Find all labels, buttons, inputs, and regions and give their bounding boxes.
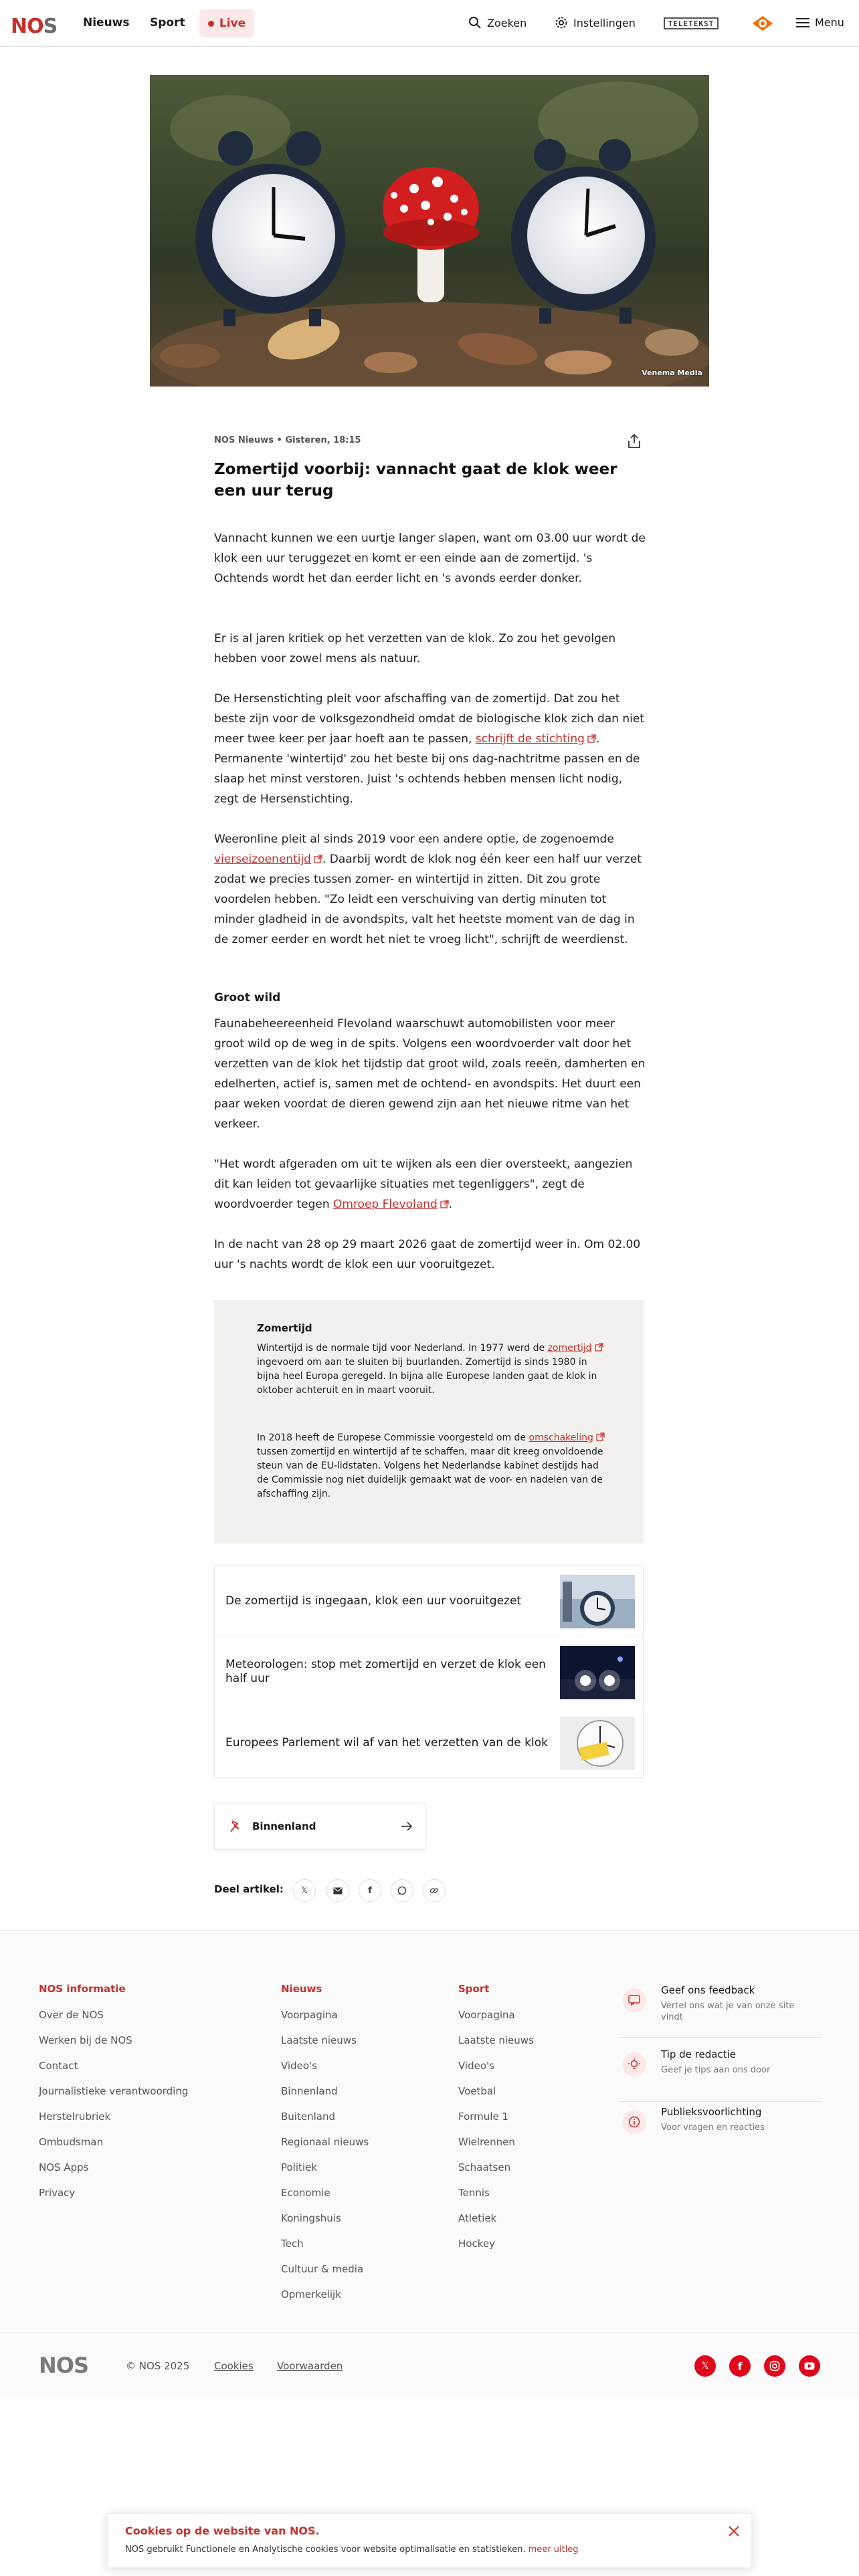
box-text: tussen zomertijd en wintertijd af te schaffen, maar dit kreeg onvoldoende steun van de EU-lidstaten. Volgens het Nederlandse kabinet destijds had de Commissie nog niet duidelijk gemaakt wat de voor- en nadelen van de afschaffing zijn.: [257, 1446, 603, 1499]
footer-col-title: NOS informatie: [39, 1983, 126, 1995]
nav-nieuws[interactable]: Nieuws: [83, 16, 130, 29]
feedback-title: Geef ons feedback: [661, 1984, 755, 1996]
box-text: In 2018 heeft de Europese Commissie voorgesteld om de: [257, 1432, 527, 1443]
menu-button[interactable]: [796, 16, 844, 29]
clocks-mushroom-illustration: [150, 75, 709, 387]
close-icon[interactable]: [726, 2523, 742, 2539]
instagram-icon: [769, 2361, 780, 2371]
live-label: Live: [219, 17, 246, 30]
npo-logo-icon[interactable]: [750, 13, 775, 33]
link-vierseizoenentijd[interactable]: [214, 853, 322, 866]
external-link-icon: [314, 855, 322, 863]
paragraph-text: .: [448, 1198, 453, 1211]
tag-label: Binnenland: [252, 1820, 316, 1832]
footer-link[interactable]: Herstelrubriek: [39, 2111, 111, 2123]
link-text: zomertijd: [547, 1343, 592, 1354]
tip-sub: Geef je tips aan ons door: [661, 2065, 771, 2075]
voorwaarden-link[interactable]: Voorwaarden: [277, 2360, 343, 2372]
external-link-icon: [596, 1432, 605, 1441]
footer-link[interactable]: Privacy: [39, 2187, 76, 2199]
facebook-icon: f: [368, 1885, 372, 1896]
article-paragraph: In de nacht van 28 op 29 maart 2026 gaat de zomertijd weer in. Om 02.00 uur 's nachts wordt de klok een uur vooruitgezet.: [214, 1238, 641, 1271]
related-articles: [214, 1565, 644, 1778]
footer-link[interactable]: Schaatsen: [458, 2161, 511, 2173]
footer-link[interactable]: Koningshuis: [281, 2212, 341, 2224]
footer-link[interactable]: Politiek: [281, 2161, 317, 2173]
article-paragraph: Er is al jaren kritiek op het verzetten van de klok. Zo zou het gevolgen hebben voor zowel mens als natuur.: [214, 632, 616, 665]
youtube-icon: [804, 2362, 815, 2370]
footer-link[interactable]: Buitenland: [281, 2111, 335, 2123]
footer-link[interactable]: Atletiek: [458, 2212, 497, 2224]
cookie-body: NOS gebruikt Functionele en Analytische cookies voor website optimalisatie en statistieken.: [125, 2545, 526, 2555]
settings-label: Instellingen: [573, 16, 636, 29]
related-article-title: De zomertijd is ingegaan, klok een uur vooruitgezet: [225, 1594, 522, 1608]
footer-link[interactable]: Tennis: [458, 2187, 490, 2199]
footer-link[interactable]: Formule 1: [458, 2111, 508, 2123]
pin-icon: [228, 1820, 242, 1833]
link-zomertijd[interactable]: [548, 1343, 603, 1354]
menu-label: Menu: [815, 16, 844, 29]
paragraph-text: Weeronline pleit al sinds 2019 voor een andere optie, de zogenoemde: [214, 833, 614, 846]
x-icon: 𝕏: [701, 2361, 709, 2371]
external-link-icon: [440, 1200, 449, 1208]
article-meta: NOS Nieuws • Gisteren, 18:15: [214, 435, 361, 445]
link-text: Omroep Flevoland: [333, 1198, 438, 1211]
feedback-sub: Vertel ons wat je van onze site vindt: [661, 2001, 795, 2022]
hamburger-icon: [796, 17, 809, 28]
share-link-button[interactable]: [423, 1879, 446, 1902]
share-x-button[interactable]: [293, 1879, 316, 1902]
footer-logo[interactable]: NOS: [39, 2353, 89, 2378]
footer-link[interactable]: Werken bij de NOS: [39, 2034, 132, 2046]
article-paragraph: [214, 1154, 646, 1214]
related-thumbnail: [560, 1575, 635, 1628]
related-article[interactable]: [215, 1566, 643, 1636]
nos-logo[interactable]: [11, 15, 57, 38]
paragraph-text: De Hersenstichting pleit voor afschaffing van de zomertijd. Dat zou het beste zijn voor de volksgezondheid omdat de biologische klok zich dan niet meer twee keer per jaar hoeft aan te passen,: [214, 692, 644, 746]
related-article-title: Europees Parlement wil af van het verzetten van de klok: [225, 1735, 548, 1749]
article-paragraph: [214, 829, 646, 950]
share-email-button[interactable]: [326, 1879, 349, 1902]
footer-link[interactable]: Binnenland: [281, 2085, 338, 2097]
link-omschakeling[interactable]: [529, 1432, 605, 1443]
info-title: Publieksvoorlichting: [661, 2106, 762, 2118]
hero-image: [150, 75, 709, 387]
cookies-link[interactable]: Cookies: [214, 2360, 254, 2372]
footer-link[interactable]: Wielrennen: [458, 2136, 515, 2148]
related-article-title: Meteorologen: stop met zomertijd en verzet de klok een half uur: [225, 1658, 546, 1685]
search-label: Zoeken: [487, 16, 527, 29]
facebook-icon: f: [737, 2359, 743, 2373]
footer-instagram-button[interactable]: [764, 2355, 785, 2377]
footer-link[interactable]: Ombudsman: [39, 2136, 104, 2148]
feedback-link[interactable]: [618, 1981, 822, 2038]
box-text: Wintertijd is de normale tijd voor Nederland. In 1977 werd de: [257, 1343, 545, 1354]
search-button[interactable]: [468, 16, 527, 29]
footer-link[interactable]: NOS Apps: [39, 2161, 89, 2173]
footer-link[interactable]: Voorpagina: [281, 2009, 338, 2021]
info-box-text: [257, 1341, 605, 1398]
footer-link[interactable]: Tech: [281, 2238, 304, 2250]
external-link-icon: [587, 734, 596, 743]
whatsapp-icon: [397, 1886, 407, 1895]
footer-link[interactable]: Regionaal nieuws: [281, 2136, 369, 2148]
x-icon: 𝕏: [300, 1885, 308, 1896]
info-box-text: [257, 1431, 605, 1501]
related-thumbnail: [560, 1646, 635, 1699]
cookie-more-link[interactable]: meer uitleg: [528, 2545, 579, 2555]
link-text: omschakeling: [529, 1432, 593, 1443]
footer-link[interactable]: Video's: [281, 2060, 317, 2072]
footer-link[interactable]: Opmerkelijk: [281, 2288, 341, 2300]
share-label: Deel artikel:: [214, 1883, 284, 1895]
tip-link[interactable]: [618, 2046, 822, 2102]
nav-sport[interactable]: Sport: [150, 16, 185, 29]
logo-text: NO: [11, 15, 43, 38]
related-article[interactable]: [215, 1636, 643, 1707]
footer-link[interactable]: Voorpagina: [458, 2009, 515, 2021]
footer-link[interactable]: Contact: [39, 2060, 78, 2072]
external-link-icon: [595, 1343, 603, 1352]
cookie-text: [125, 2545, 579, 2555]
footer-link[interactable]: Voetbal: [458, 2085, 496, 2097]
link-text: vierseizoenentijd: [214, 853, 311, 866]
live-dot-icon: [208, 21, 214, 27]
footer-col-title: Sport: [458, 1983, 490, 1995]
cookie-title: Cookies op de website van NOS.: [125, 2525, 320, 2537]
site-header: [0, 0, 859, 47]
cookie-banner: [107, 2513, 752, 2568]
tip-title: Tip de redactie: [661, 2048, 736, 2060]
mail-icon: [333, 1887, 343, 1895]
footer-link[interactable]: Laatste nieuws: [281, 2034, 357, 2046]
live-button[interactable]: [199, 9, 254, 37]
paragraph-text: "Het wordt afgeraden om uit te wijken als een dier oversteekt, aangezien dit kan leiden tot gevaarlijke situaties met tegenliggers", zegt de woordvoerder tegen: [214, 1158, 633, 1211]
box-text: ingevoerd om aan te sluiten bij buurlanden. Zomertijd is sinds 1980 in bijna heel Europa geregeld. In bijna alle Europese landen gaat de klok in oktober achteruit en in maart vooruit.: [257, 1357, 597, 1396]
teletekst-link[interactable]: TELETEKST: [664, 17, 719, 29]
footer-link[interactable]: Hockey: [458, 2238, 495, 2250]
paragraph-text: . Permanente 'wintertijd' zou het beste bij ons dag-nachtritme passen en de slaap het minst verstoren. Juist 's ochtends hebben mensen licht nodig, zegt de Hersenstichting.: [214, 732, 640, 806]
gear-icon: [555, 16, 568, 29]
share-facebook-button[interactable]: [359, 1879, 381, 1902]
copyright: © NOS 2025: [126, 2360, 190, 2372]
footer-link[interactable]: Cultuur & media: [281, 2263, 364, 2275]
chat-icon: [622, 1988, 646, 2012]
info-sub: Voor vragen en reacties: [661, 2123, 765, 2133]
article-title: Zomertijd voorbij: vannacht gaat de klok weer een uur terug: [214, 461, 617, 500]
info-box-title: Zomertijd: [257, 1322, 312, 1334]
link-hersenstichting[interactable]: [476, 732, 596, 746]
link-omroep-flevoland[interactable]: [333, 1198, 449, 1211]
settings-button[interactable]: [555, 16, 636, 29]
footer-facebook-button[interactable]: [729, 2355, 751, 2377]
info-icon: [622, 2110, 646, 2134]
related-article[interactable]: [215, 1707, 643, 1778]
footer-link[interactable]: Laatste nieuws: [458, 2034, 534, 2046]
footer-link[interactable]: Economie: [281, 2187, 330, 2199]
related-thumbnail: [560, 1717, 635, 1770]
footer-youtube-button[interactable]: [799, 2355, 820, 2377]
article-paragraph: Vannacht kunnen we een uurtje langer slapen, want om 03.00 uur wordt de klok een uur teruggezet en komt er een einde aan de zomertijd. 's Ochtends wordt het dan eerder licht en 's avonds eerder donker.: [214, 532, 646, 585]
search-icon: [468, 16, 482, 29]
info-box: [214, 1300, 644, 1543]
logo-text-s: S: [43, 15, 58, 38]
image-credit: Venema Media: [642, 368, 702, 377]
arrow-right-icon: [401, 1822, 413, 1831]
share-whatsapp-button[interactable]: [391, 1879, 413, 1902]
article-paragraph: [214, 689, 646, 809]
section-heading: Groot wild: [214, 991, 281, 1004]
footer-x-button[interactable]: [694, 2355, 716, 2377]
paragraph-text: . Daarbij wordt de klok nog één keer een half uur verzet zodat we precies tussen zomer- en wintertijd in zitten. Dit zou grote voordelen hebben. "Zo leidt een verschuiving van dertig minuten tot minder gladheid in de avondspits, valt het heetste moment van de dag in de zomer eerder en wordt het niet te vroeg licht", schrijft de weerdienst.: [214, 853, 642, 946]
footer-link[interactable]: Journalistieke verantwoording: [39, 2085, 189, 2097]
link-text: schrijft de stichting: [475, 732, 585, 746]
footer-link[interactable]: Video's: [458, 2060, 494, 2072]
publieksvoorlichting-link[interactable]: [618, 2103, 822, 2159]
link-icon: [430, 1886, 439, 1895]
share-icon[interactable]: [626, 433, 643, 450]
article-paragraph: Faunabeheereenheid Flevoland waarschuwt automobilisten voor meer groot wild op de weg in de spits. Volgens een woordvoerder valt door het verzetten van de klok het tijdstip dat groot wild, zoals reeën, damherten en edelherten, actief is, samen met de ochtend- en avondspits. Het duurt een paar weken voordat de dieren gewend zijn aan het nieuwe ritme van het verkeer.: [214, 1017, 646, 1131]
tag-binnenland[interactable]: [214, 1803, 425, 1850]
site-footer: [0, 1930, 859, 2397]
footer-col-title: Nieuws: [281, 1983, 322, 1995]
footer-link[interactable]: Over de NOS: [39, 2009, 104, 2021]
lightbulb-icon: [622, 2052, 646, 2076]
